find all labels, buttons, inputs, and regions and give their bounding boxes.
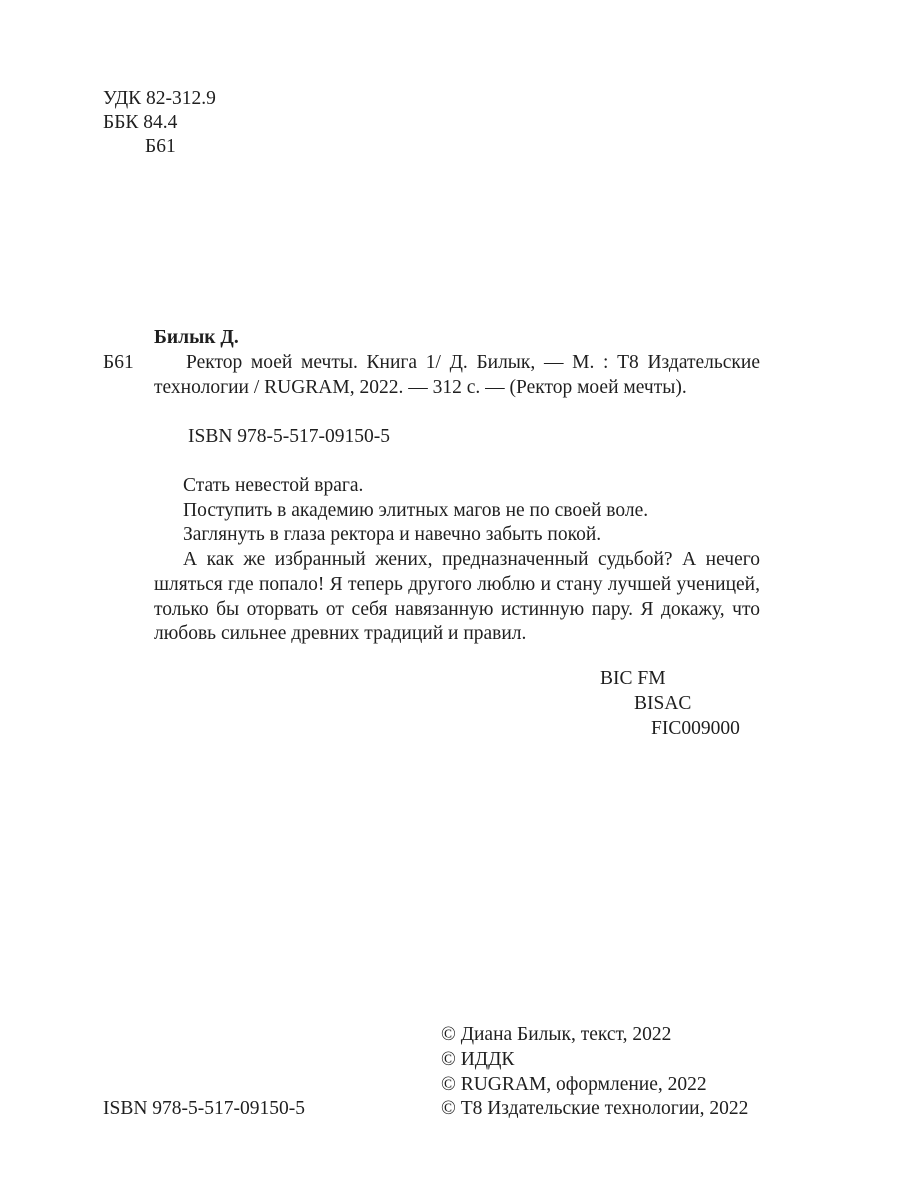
bbk-code: ББК 84.4 bbox=[103, 112, 178, 133]
copyright-line: © Т8 Издательские технологии, 2022 bbox=[441, 1098, 749, 1119]
bic-code: BIC FM bbox=[600, 668, 666, 689]
description-line-2: технологии / RUGRAM, 2022. — 312 с. — (Ректор моей мечты). bbox=[154, 377, 687, 398]
description-line-1: Ректор моей мечты. Книга 1/ Д. Билык, — М. : Т8 Издательские bbox=[186, 352, 760, 373]
isbn-entry: ISBN 978-5-517-09150-5 bbox=[188, 426, 391, 447]
abstract-line: Поступить в академию элитных магов не по своей воле. bbox=[183, 500, 649, 521]
author-mark-entry: Б61 bbox=[103, 352, 134, 373]
abstract-line: Стать невестой врага. bbox=[183, 475, 364, 496]
author-heading: Билык Д. bbox=[154, 327, 239, 348]
abstract-line: А как же избранный жених, предназначенный судьбой? А нечего bbox=[183, 549, 760, 570]
fic-code: FIC009000 bbox=[651, 718, 740, 739]
udk-code: УДК 82-312.9 bbox=[103, 88, 216, 109]
isbn-footer: ISBN 978-5-517-09150-5 bbox=[103, 1098, 306, 1119]
author-mark-top: Б61 bbox=[145, 136, 176, 157]
abstract-line: любовь сильнее древних традиций и правил. bbox=[154, 623, 527, 644]
copyright-line: © ИДДК bbox=[441, 1049, 515, 1070]
bisac-code: BISAC bbox=[634, 693, 692, 714]
copyright-line: © RUGRAM, оформление, 2022 bbox=[441, 1074, 707, 1095]
copyright-line: © Диана Билык, текст, 2022 bbox=[441, 1024, 672, 1045]
abstract-line: шляться где попало! Я теперь другого люблю и стану лучшей ученицей, bbox=[154, 574, 760, 595]
abstract-line: Заглянуть в глаза ректора и навечно забыть покой. bbox=[183, 524, 602, 545]
abstract-line: только бы оторвать от себя навязанную истинную пару. Я докажу, что bbox=[154, 599, 760, 620]
